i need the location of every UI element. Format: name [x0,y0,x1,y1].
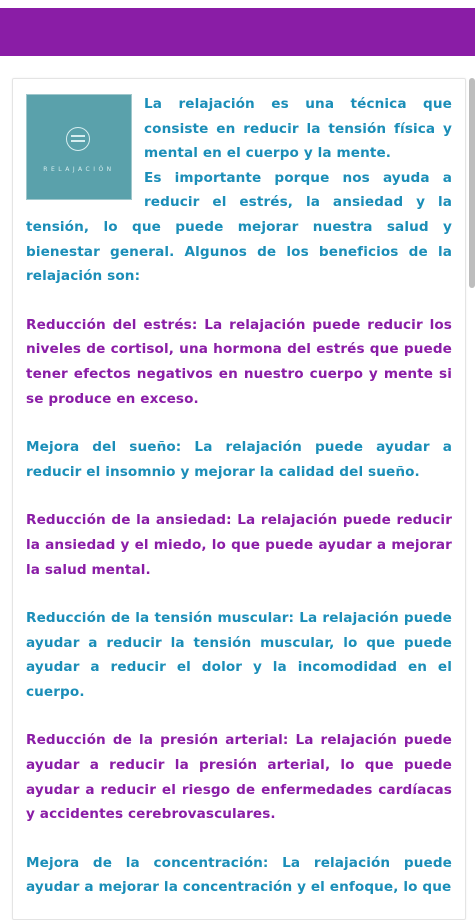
header-bar [0,8,475,56]
benefit-item: Mejora de la concentración: La relajación puede ayudar a mejorar la concentración y el enfoque, lo que [26,854,452,896]
intro-paragraph-2: Es importante porque nos ayuda a reducir el estrés, la ansiedad y la tensión, lo que puede mejorar nuestra salud y bienestar general. Algunos de los beneficios de la relajación son: [26,169,452,285]
benefit-item: Reducción de la presión arterial: La relajación puede ayudar a reducir la presión arterial, lo que puede ayudar a reducir el riesgo de enfermedades cardíacas y accidentes cerebrovasculares. [26,732,452,823]
benefit-item: Reducción de la tensión muscular: La relajación puede ayudar a reducir la tensión muscular, lo que puede ayudar a reducir el dolor y la incomodidad en el cuerpo. [26,610,452,700]
relaxation-thumbnail [26,94,132,200]
benefit-item: Mejora del sueño: La relajación puede ayudar a reducir el insomnio y mejorar la calidad del sueño. [26,439,452,480]
thumbnail-caption: RELAJACIÓN [43,166,115,173]
intro-paragraph-1: La relajación es una técnica que consiste en reducir la tensión física y mental en el cuerpo y la mente. [144,96,452,162]
article-body [26,92,452,900]
benefit-item: Reducción del estrés: La relajación puede reducir los niveles de cortisol, una hormona del estrés que puede tener efectos negativos en nuestro cuerpo y mente si se produce en exceso. [26,316,452,407]
scrollbar[interactable] [469,78,475,288]
benefit-item: Reducción de la ansiedad: La relajación puede reducir la ansiedad y el miedo, lo que puede ayudar a mejorar la salud mental. [26,512,452,578]
app-header [0,0,475,58]
relaxation-logo-icon [66,127,90,151]
